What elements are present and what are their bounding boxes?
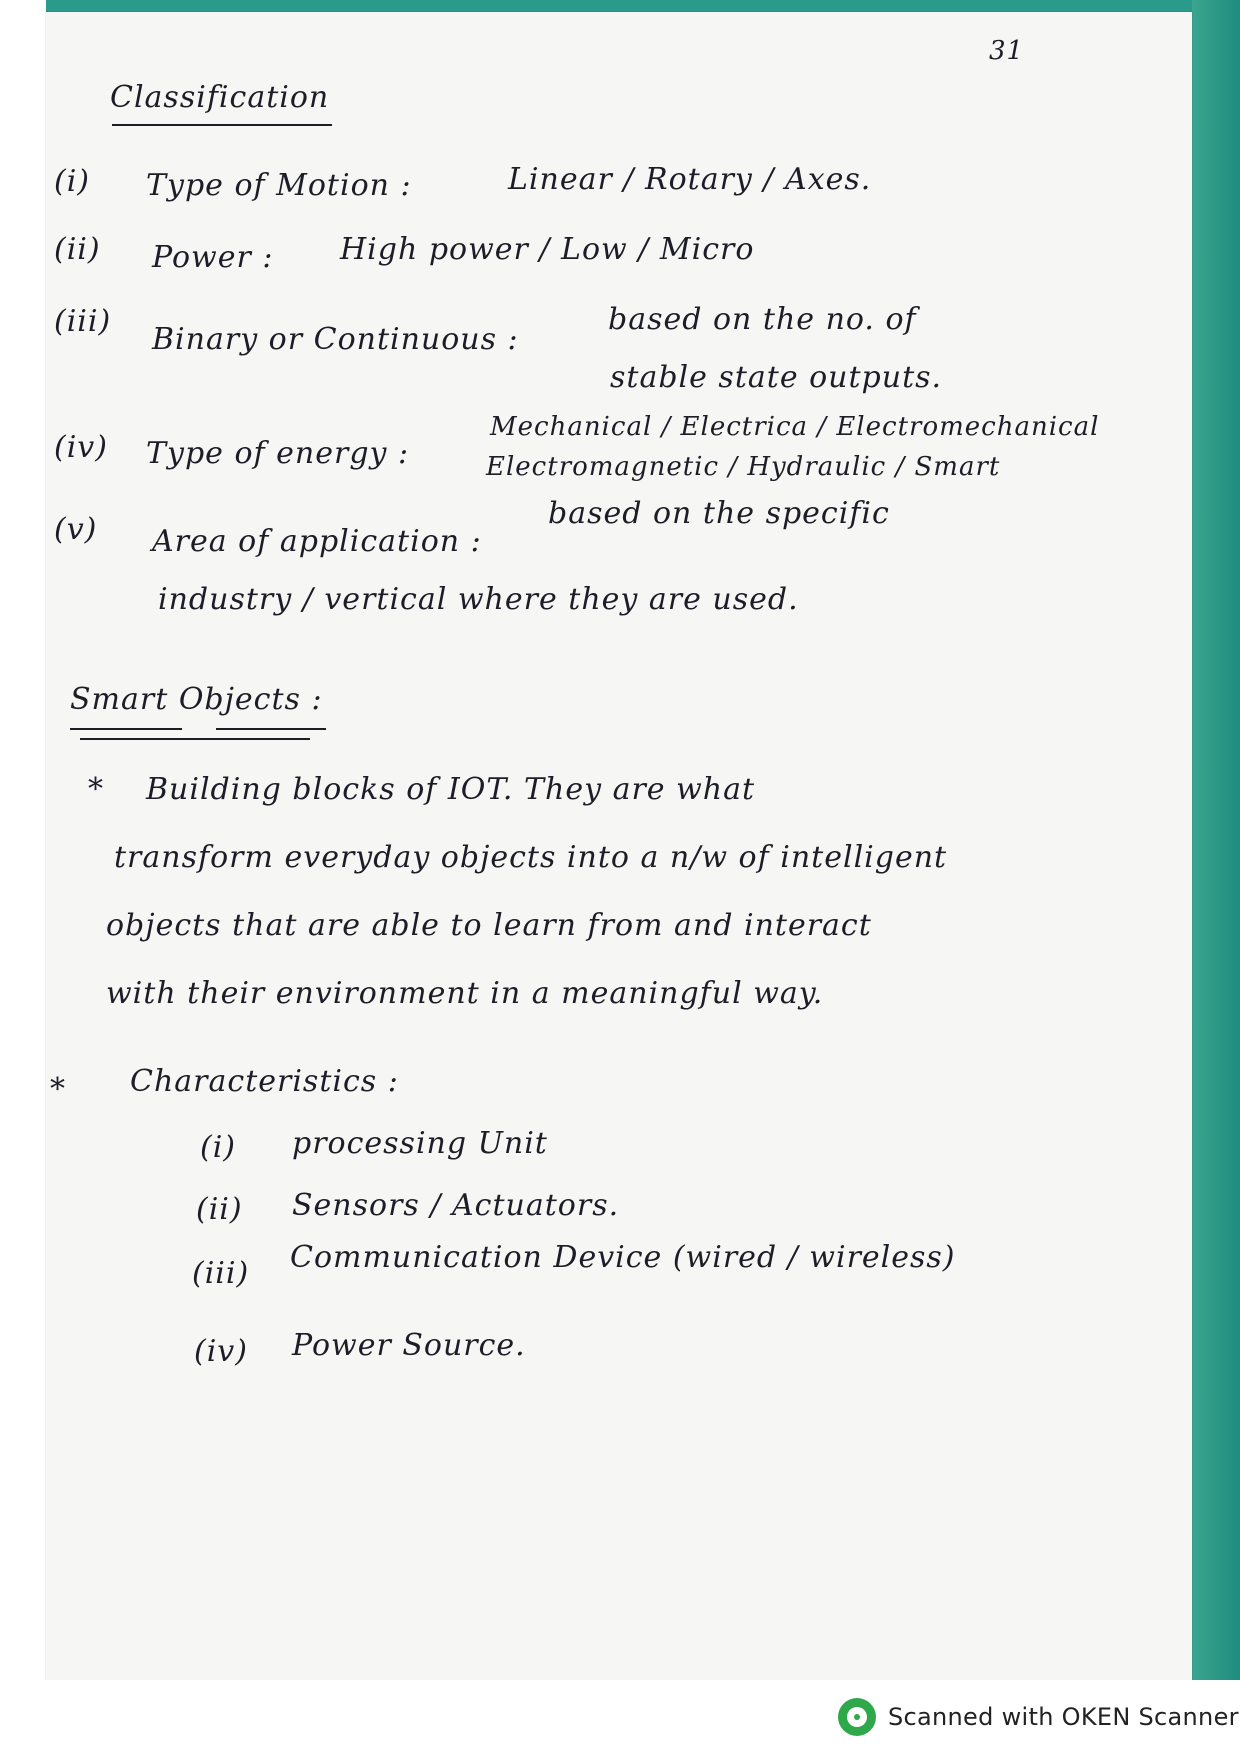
characteristic-number: (i) (200, 1130, 237, 1165)
item-value: High power / Low / Micro (340, 232, 755, 267)
item-number: (iii) (54, 304, 112, 339)
page-number: 31 (989, 36, 1025, 66)
characteristic-number: (ii) (196, 1192, 243, 1227)
bullet: * (88, 772, 104, 807)
characteristic-number: (iv) (194, 1334, 248, 1369)
item-number: (v) (54, 512, 98, 547)
scan-right-background (1192, 0, 1240, 1755)
characteristic-text: processing Unit (292, 1126, 548, 1161)
item-value-continued: Electromagnetic / Hydraulic / Smart (486, 452, 1001, 482)
item-value: based on the specific (548, 496, 890, 531)
item-number: (i) (54, 164, 91, 199)
item-value: based on the no. of (608, 302, 917, 337)
item-value-continued: industry / vertical where they are used. (158, 582, 799, 617)
paragraph-line: Building blocks of IOT. They are what (146, 772, 756, 807)
heading-classification: Classification (110, 80, 330, 115)
heading-underline (70, 728, 182, 730)
paragraph-line: with their environment in a meaningful way. (106, 976, 824, 1011)
heading-underline (216, 728, 326, 730)
item-label: Type of energy : (146, 436, 410, 471)
item-value: Mechanical / Electrica / Electromechanical (490, 412, 1100, 442)
scanner-badge-text: Scanned with OKEN Scanner (888, 1703, 1239, 1731)
paragraph-line: transform everyday objects into a n/w of intelligent (114, 840, 948, 875)
heading-smart-objects: Smart Objects : (70, 682, 323, 717)
item-label: Type of Motion : (146, 168, 412, 203)
scan-left-margin (0, 0, 46, 1755)
characteristic-text: Power Source. (292, 1328, 526, 1363)
notebook-page (46, 12, 1192, 1755)
characteristic-text: Communication Device (wired / wireless) (290, 1240, 956, 1275)
scanner-badge (838, 1698, 1239, 1736)
item-label: Binary or Continuous : (152, 322, 519, 357)
item-label: Power : (152, 240, 274, 275)
characteristic-number: (iii) (192, 1256, 250, 1291)
heading-underline (80, 738, 310, 740)
item-value-continued: stable state outputs. (610, 360, 943, 395)
scanner-logo-icon (838, 1698, 876, 1736)
characteristics-heading: Characteristics : (130, 1064, 399, 1099)
item-value: Linear / Rotary / Axes. (508, 162, 872, 197)
item-label: Area of application : (152, 524, 482, 559)
item-number: (ii) (54, 232, 101, 267)
characteristic-text: Sensors / Actuators. (292, 1188, 620, 1223)
bullet: * (50, 1072, 66, 1107)
paragraph-line: objects that are able to learn from and interact (106, 908, 872, 943)
heading-underline (112, 124, 332, 126)
item-number: (iv) (54, 430, 108, 465)
